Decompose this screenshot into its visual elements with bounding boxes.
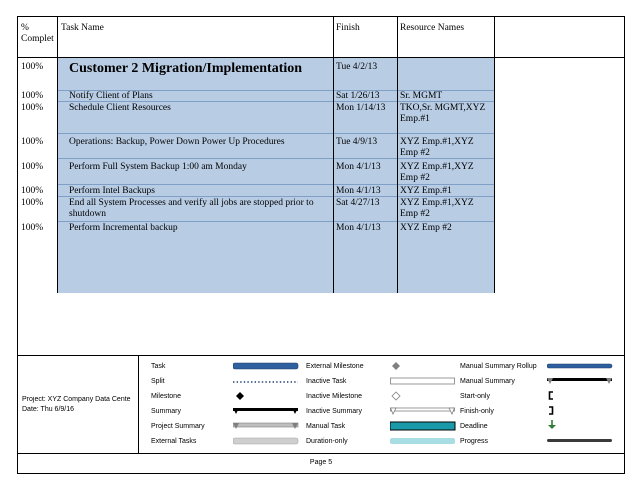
- manual-summary-rollup-symbol: [547, 361, 613, 371]
- legend-label: External Tasks: [151, 438, 197, 445]
- row-task-name[interactable]: Schedule Client Resources: [69, 103, 171, 113]
- legend-label: Progress: [460, 438, 489, 445]
- project-name: Project: XYZ Company Data Cente: [22, 396, 131, 403]
- page-frame: [17, 16, 625, 474]
- row-finish: Mon 1/14/13: [336, 103, 386, 113]
- header-finish[interactable]: Finish: [336, 23, 360, 33]
- task-bar-symbol: [233, 361, 299, 371]
- row-pct: 100%: [21, 198, 44, 208]
- legend-label: Finish-only: [460, 408, 494, 415]
- row-finish: Tue 4/9/13: [336, 137, 378, 147]
- milestone-icon: [235, 391, 245, 401]
- title-row-pct: 100%: [21, 62, 44, 72]
- legend-label: Deadline: [460, 423, 488, 430]
- legend-label: External Milestone: [306, 363, 364, 370]
- legend-label: Duration-only: [306, 438, 348, 445]
- legend-label: Inactive Summary: [306, 408, 363, 415]
- legend-label: Start-only: [460, 393, 490, 400]
- row-resources: XYZ Emp.#1,XYZ Emp #2: [400, 198, 474, 219]
- row-task-name[interactable]: Perform Intel Backups: [69, 186, 156, 196]
- legend-label: Manual Task: [306, 423, 346, 430]
- row-resources: XYZ Emp #2: [400, 223, 452, 233]
- row-task-name[interactable]: End all System Processes and verify all jobs are stopped prior to shutdown: [69, 198, 314, 219]
- deadline-arrow-icon: [547, 420, 557, 430]
- row-task-name[interactable]: Operations: Backup, Power Down Power Up Procedures: [69, 137, 285, 147]
- row-task-name[interactable]: Perform Incremental backup: [69, 223, 178, 233]
- legend-label: Project Summary: [151, 423, 205, 430]
- split-symbol: [233, 376, 299, 386]
- row-pct: 100%: [21, 137, 44, 147]
- legend-label: Manual Summary: [460, 378, 515, 385]
- inactive-summary-symbol: [390, 406, 456, 418]
- row-pct: 100%: [21, 162, 44, 172]
- title-row-finish: Tue 4/2/13: [336, 62, 378, 72]
- progress-symbol: [547, 436, 613, 446]
- row-resources: XYZ Emp.#1,XYZ Emp #2: [400, 137, 474, 158]
- header-task-name[interactable]: Task Name: [61, 23, 104, 33]
- manual-task-symbol: [390, 421, 456, 431]
- row-resources: TKO,Sr. MGMT,XYZ Emp.#1: [400, 103, 486, 124]
- start-only-icon: [548, 391, 556, 401]
- finish-only-icon: [548, 406, 556, 416]
- row-resources: XYZ Emp.#1: [400, 186, 452, 196]
- row-resources: Sr. MGMT: [400, 91, 443, 101]
- page-number: Page 5: [309, 459, 333, 466]
- legend-label: Inactive Milestone: [306, 393, 363, 400]
- legend-label: Milestone: [151, 393, 181, 400]
- row-task-name[interactable]: Perform Full System Backup 1:00 am Monday: [69, 162, 247, 172]
- row-pct: 100%: [21, 186, 44, 196]
- row-pct: 100%: [21, 91, 44, 101]
- inactive-milestone-icon: [391, 391, 401, 401]
- row-resources: XYZ Emp.#1,XYZ Emp #2: [400, 162, 474, 183]
- external-milestone-icon: [391, 361, 401, 371]
- header-resource-names[interactable]: Resource Names: [400, 23, 465, 33]
- legend-label: Inactive Task: [306, 378, 347, 385]
- header-percent-complete[interactable]: % Complet: [21, 23, 54, 44]
- row-pct: 100%: [21, 223, 44, 233]
- legend-label: Manual Summary Rollup: [460, 363, 537, 370]
- row-finish: Mon 4/1/13: [336, 186, 381, 196]
- duration-only-symbol: [390, 436, 456, 446]
- project-date: Date: Thu 6/9/16: [22, 406, 75, 413]
- row-finish: Mon 4/1/13: [336, 162, 381, 172]
- legend-label: Split: [151, 378, 165, 385]
- summary-symbol: [233, 406, 299, 418]
- manual-summary-symbol: [547, 376, 613, 388]
- row-pct: 100%: [21, 103, 44, 113]
- project-summary-symbol: [233, 421, 299, 433]
- external-tasks-symbol: [233, 436, 299, 446]
- row-finish: Mon 4/1/13: [336, 223, 381, 233]
- summary-task-name[interactable]: Customer 2 Migration/Implementation: [69, 61, 303, 76]
- row-task-name[interactable]: Notify Client of Plans: [69, 91, 153, 101]
- inactive-task-symbol: [390, 376, 456, 386]
- legend-label: Task: [151, 363, 166, 370]
- row-finish: Sat 4/27/13: [336, 198, 380, 208]
- row-finish: Sat 1/26/13: [336, 91, 380, 101]
- legend-label: Summary: [151, 408, 181, 415]
